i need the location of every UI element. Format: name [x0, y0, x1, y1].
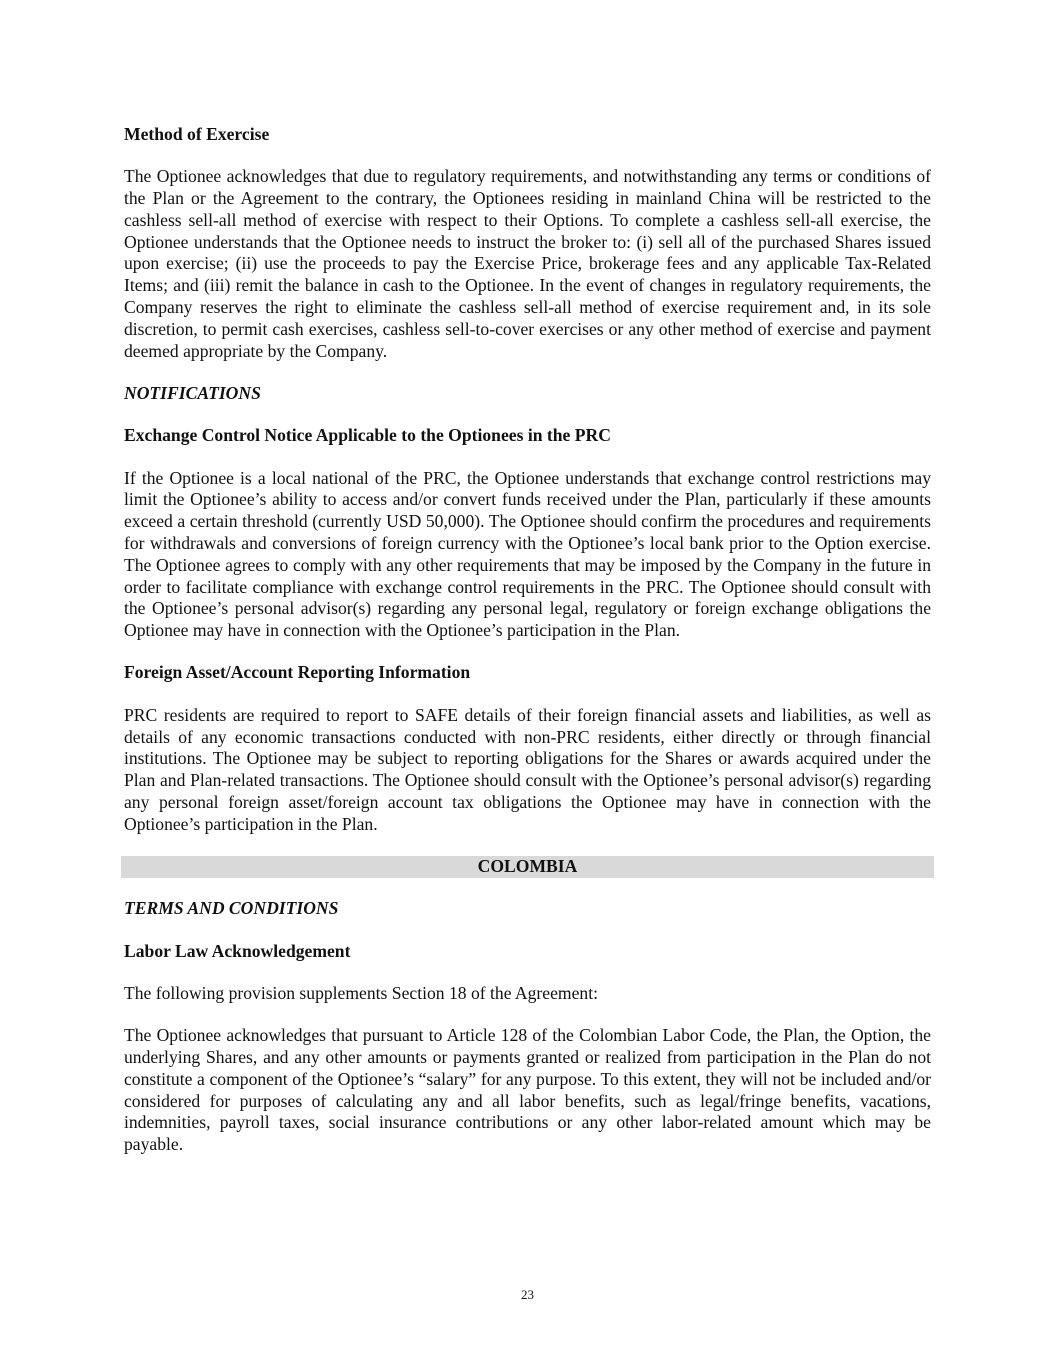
paragraph-method-of-exercise: The Optionee acknowledges that due to regulatory requirements, and notwithstanding any terms or conditions of the Plan or the Agreement to the contrary, the Optionees residing in mainland China will be restricted to the cashless sell-all method of exercise with respect to their Options. To complete a cashless sell-all exercise, the Optionee understands that the Optionee needs to instruct the broker to: (i) sell all of the purchased Shares issued upon exercise; (ii) use the proceeds to pay the Exercise Price, brokerage fees and any applicable Tax-Related Items; and (iii) remit the balance in cash to the Optionee. In the event of changes in regulatory requirements, the Company reserves the right to eliminate the cashless sell-all method of exercise requirement and, in its sole discretion, to permit cash exercises, cashless sell-to-cover exercises or any other method of exercise and payment deemed appropriate by the Company.	[124, 166, 931, 361]
section-heading-method-of-exercise: Method of Exercise	[124, 124, 270, 144]
paragraph-labor-law-intro: The following provision supplements Section 18 of the Agreement:	[124, 982, 598, 1003]
country-header-bar: COLOMBIA	[121, 856, 934, 878]
notifications-heading: NOTIFICATIONS	[124, 382, 261, 403]
paragraph-foreign-asset: PRC residents are required to report to SAFE details of their foreign financial assets and liabilities, as well as details of any economic transactions conducted with non-PRC residents, either directly or through financial institutions. The Optionee may be subject to reporting obligations for the Shares or awards acquired under the Plan and Plan-related transactions. The Optionee should consult with the Optionee’s personal advisor(s) regarding any personal foreign asset/foreign account tax obligations the Optionee may have in connection with the Optionee’s participation in the Plan.	[124, 704, 931, 834]
section-heading-labor-law: Labor Law Acknowledgement	[124, 940, 351, 961]
paragraph-exchange-control: If the Optionee is a local national of the PRC, the Optionee understands that exchange control restrictions may limit the Optionee’s ability to access and/or convert funds received under the Plan, particularly if these amounts exceed a certain threshold (currently USD 50,000). The Optionee should confirm the procedures and requirements for withdrawals and conversions of foreign currency with the Optionee’s local bank prior to the Option exercise. The Optionee agrees to comply with any other requirements that may be imposed by the Company in the future in order to facilitate compliance with exchange control requirements in the PRC. The Optionee should consult with the Optionee’s personal advisor(s) regarding any personal legal, regulatory or foreign exchange obligations the Optionee may have in connection with the Optionee’s participation in the Plan.	[124, 467, 931, 641]
section-heading-foreign-asset: Foreign Asset/Account Reporting Information	[124, 662, 471, 683]
section-heading-exchange-control: Exchange Control Notice Applicable to the Optionees in the PRC	[124, 425, 611, 446]
terms-and-conditions-heading: TERMS AND CONDITIONS	[124, 898, 339, 919]
document-page	[124, 124, 931, 1176]
page-number: 23	[521, 1287, 534, 1302]
paragraph-labor-law: The Optionee acknowledges that pursuant to Article 128 of the Colombian Labor Code, the Plan, the Option, the underlying Shares, and any other amounts or payments granted or realized from participation in the Plan do not constitute a component of the Optionee’s “salary” for any purpose. To this extent, they will not be included and/or considered for purposes of calculating any and all labor benefits, such as legal/fringe benefits, vacations, indemnities, payroll taxes, social insurance contributions or any other labor-related amount which may be payable.	[124, 1025, 931, 1155]
